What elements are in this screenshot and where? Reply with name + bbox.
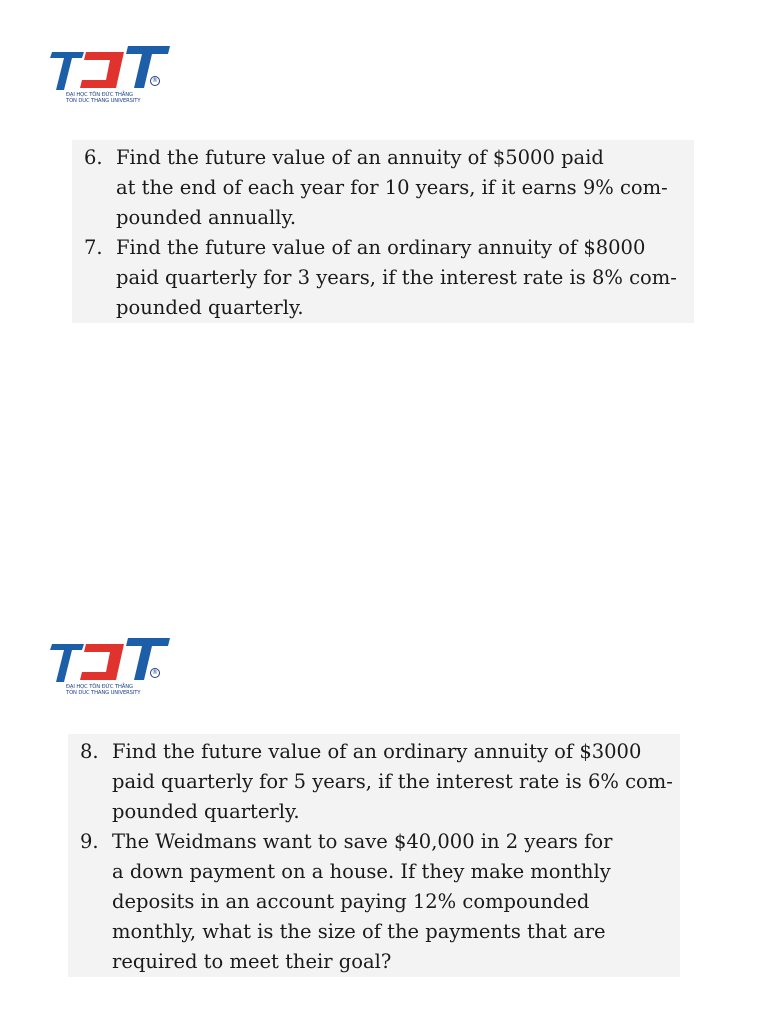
problem-item: [72, 233, 694, 323]
problem-number: 7.: [84, 236, 103, 259]
problem-text: The Weidmans want to save $40,000 in 2 years for: [112, 830, 613, 853]
problem-item: [68, 737, 680, 827]
university-logo: [44, 636, 174, 702]
problem-text: pounded quarterly.: [112, 800, 300, 823]
problem-text: at the end of each year for 10 years, if it earns 9% com-: [116, 176, 668, 199]
problem-text: Find the future value of an ordinary annuity of $3000: [112, 740, 642, 763]
problem-text: Find the future value of an ordinary annuity of $8000: [116, 236, 646, 259]
logo-caption-vn: ĐẠI HỌC TÔN ĐỨC THẮNG: [66, 92, 133, 98]
problem-item: [72, 143, 694, 233]
problem-text: Find the future value of an annuity of $5000 paid: [116, 146, 604, 169]
registered-mark: ®: [152, 77, 158, 84]
problem-text: pounded quarterly.: [116, 296, 304, 319]
problem-text: paid quarterly for 5 years, if the interest rate is 6% com-: [112, 770, 673, 793]
problem-box: [68, 734, 680, 977]
university-logo: [44, 44, 174, 110]
problem-text: paid quarterly for 3 years, if the interest rate is 8% com-: [116, 266, 677, 289]
problem-text: deposits in an account paying 12% compounded: [112, 890, 590, 913]
logo-caption-en: TON DUC THANG UNIVERSITY: [66, 98, 141, 104]
problem-text: monthly, what is the size of the payments that are: [112, 920, 606, 943]
problem-number: 8.: [80, 740, 99, 763]
problem-text: pounded annually.: [116, 206, 297, 229]
logo-caption-en: TON DUC THANG UNIVERSITY: [66, 690, 141, 696]
problem-text: required to meet their goal?: [112, 950, 392, 973]
registered-mark: ®: [152, 669, 158, 676]
problem-number: 9.: [80, 830, 99, 853]
problem-number: 6.: [84, 146, 103, 169]
problem-item: [68, 827, 680, 977]
problem-text: a down payment on a house. If they make monthly: [112, 860, 611, 883]
logo-caption-vn: ĐẠI HỌC TÔN ĐỨC THẮNG: [66, 684, 133, 690]
problem-box: [72, 140, 694, 323]
